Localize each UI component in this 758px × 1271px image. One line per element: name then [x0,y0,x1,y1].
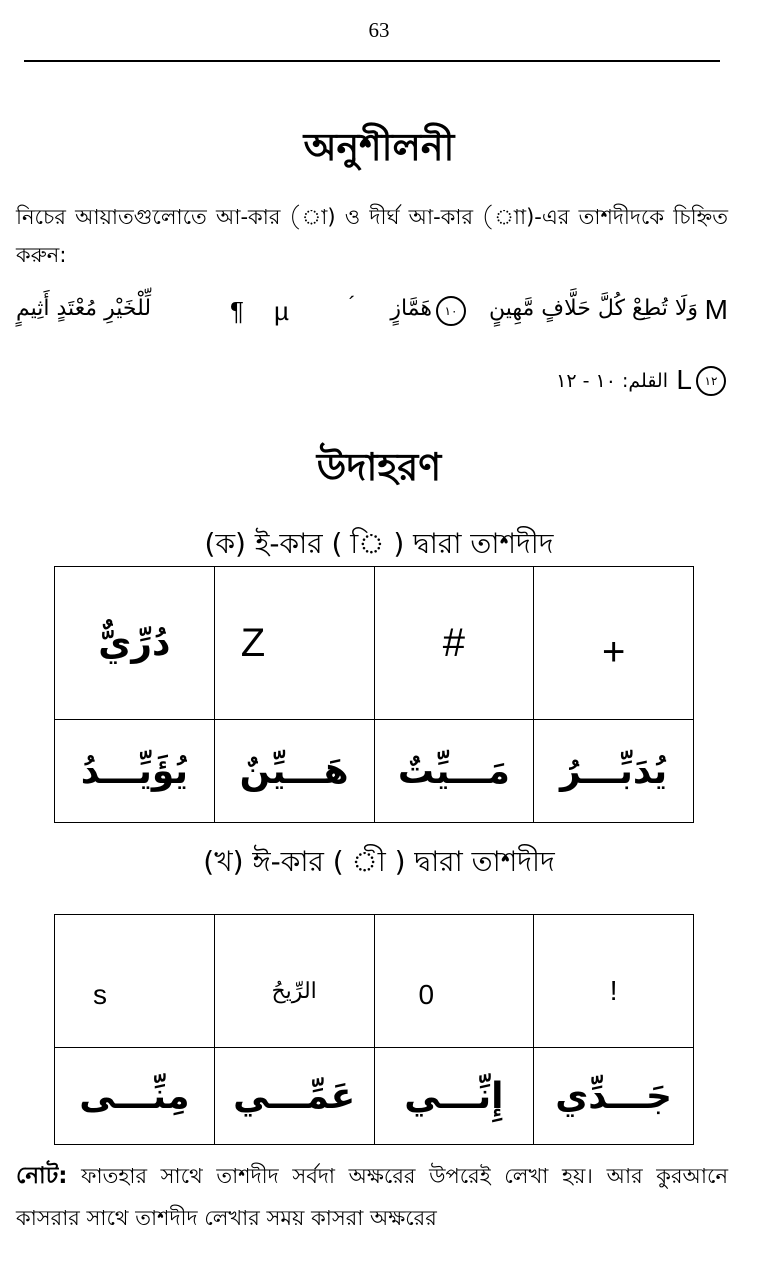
table-row [55,915,694,1048]
ayah-marker-12: ١٢ [696,366,726,396]
exercise-title: অনুশীলনী [303,125,455,169]
table-cell: إِنِّـــي [374,1048,534,1145]
verse-mu-glyph: µ [274,296,289,326]
verse-close-bracket: L [676,364,692,395]
table-row [55,1048,694,1145]
table-cell: الرِّيحُ [214,915,374,1048]
page-number: 63 [368,18,390,42]
table-cell: يُؤَيِّـــدُ [55,720,215,823]
verse-text-left: لِّلْخَيْرِ مُعْتَدٍ أَثِيمٍ [16,296,152,321]
header-rule [24,60,720,62]
section-b-heading: (খ) ঈ-কার ( ী ) দ্বারা তাশদীদ [203,845,555,878]
note-text: ফাতহার সাথে তাশদীদ সর্বদা অক্ষরের উপরেই লেখা হয়। আর কুরআনে কাসরার সাথে তাশদীদ লেখার সময় কাসরা অক্ষরের [16,1164,728,1230]
table-cell: دُرِّيٌّ [55,567,215,720]
verse-line-2 [16,362,728,402]
table-cell: # [374,567,534,720]
table-row [55,567,694,720]
table-cell: عَمِّـــي [214,1048,374,1145]
ayah-marker-10: ١٠ [436,296,466,326]
note-paragraph [16,1155,728,1239]
example-title: উদাহরণ [316,445,442,489]
exercise-instruction: নিচের আয়াতগুলোতে আ-কার (া) ও দীর্ঘ আ-কার (াা)-এর তাশদীদকে চিহ্নিত করুন: [16,205,728,267]
table-cell: + [534,567,694,720]
verse-open-bracket: M [704,294,728,325]
table-cell: يُدَبِّـــرُ [534,720,694,823]
verse-text-right: وَلَا تُطِعْ كُلَّ حَلَّافٍ مَّهِينٍ [489,296,698,321]
verse-line-1 [16,292,728,332]
table-row [55,720,694,823]
note-label: নোট: [16,1163,68,1189]
table-cell: مِنِّـــى [55,1048,215,1145]
long-kasra-shadda-table [54,914,694,1145]
verse-pilcrow-glyph: ¶ [230,296,244,326]
table-cell: Z [214,567,374,720]
table-cell: s [55,915,215,1048]
table-cell: 0 [374,915,534,1048]
table-cell: جَـــدِّي [534,1048,694,1145]
table-cell: هَـــيِّنٌ [214,720,374,823]
section-a-heading: (ক) ই-কার ( ি ) দ্বারা তাশদীদ [204,527,554,560]
surah-reference: القلم: ١٠ - ١٢ [556,370,668,392]
verse-tick-mark: ´ [348,292,356,317]
table-cell: ! [534,915,694,1048]
verse-text-mid: هَمَّازٍ [390,296,432,321]
table-cell: مَـــيِّتٌ [374,720,534,823]
kasra-shadda-table [54,566,694,823]
